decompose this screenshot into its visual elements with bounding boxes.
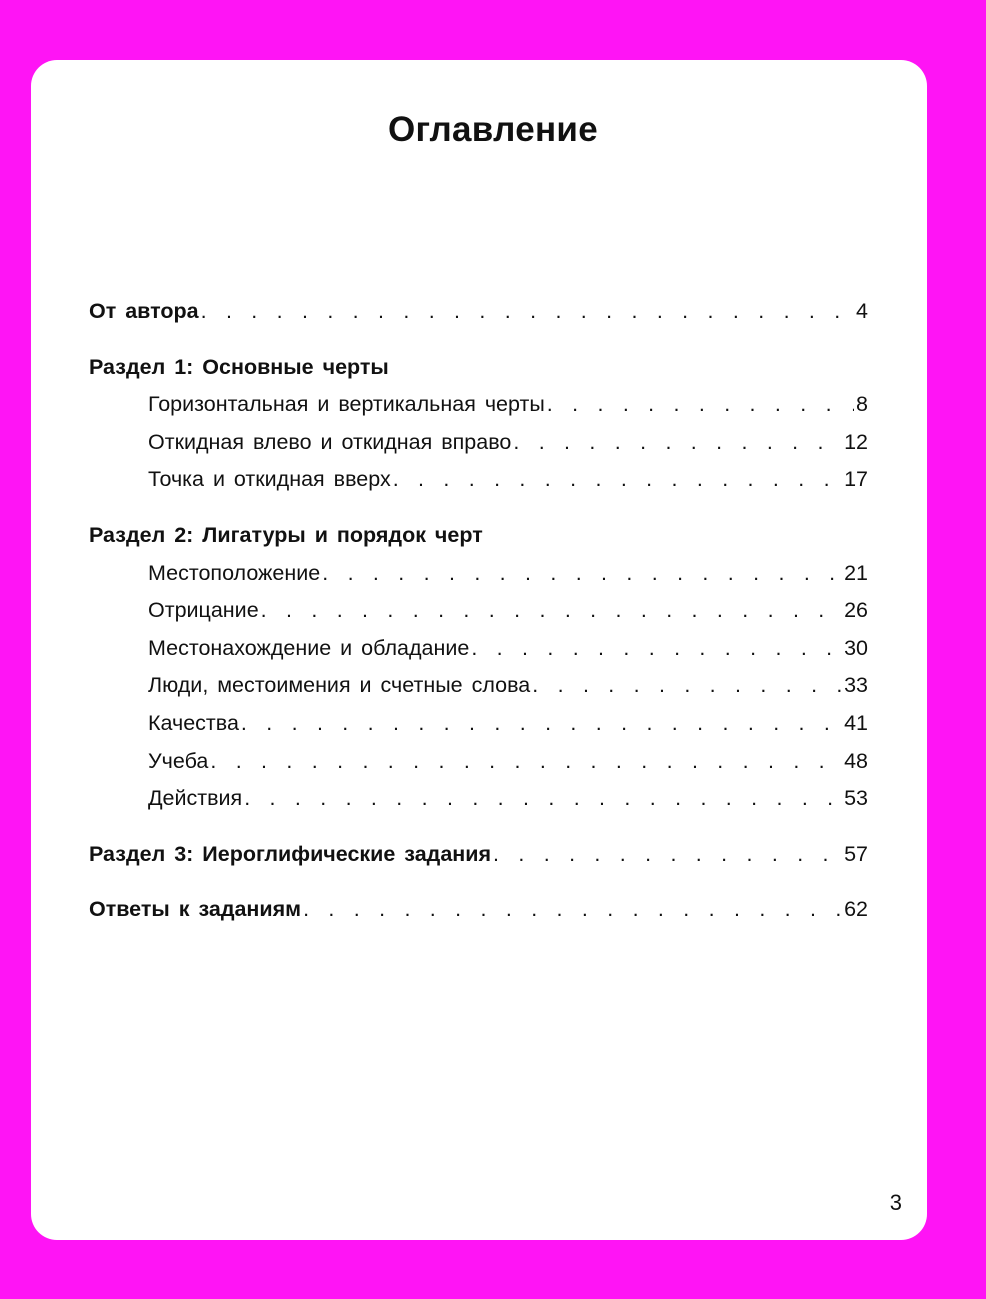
toc-entry-label: Люди, местоимения и счетные слова	[148, 673, 531, 698]
toc-entry-label: Горизонтальная и вертикальная черты	[148, 392, 545, 417]
toc-entry-page: 17	[844, 467, 868, 492]
dot-leader	[201, 293, 854, 331]
dot-leader	[532, 667, 842, 705]
toc-entry-page: 12	[844, 429, 868, 454]
toc-entry-page: 26	[844, 598, 868, 623]
section-heading-label: Раздел 1: Основные черты	[89, 354, 389, 379]
dot-leader	[261, 592, 842, 630]
toc-entry-label: Учеба	[148, 748, 209, 773]
dot-leader	[210, 743, 842, 781]
toc-entry-label: Отрицание	[148, 598, 259, 623]
dot-leader	[393, 461, 842, 499]
toc-entry[interactable]	[89, 780, 868, 818]
toc-entry-section-3[interactable]	[89, 836, 868, 874]
toc-entry[interactable]	[89, 424, 868, 462]
toc-entry-page: 33	[844, 673, 868, 698]
toc-entry-page: 8	[856, 392, 868, 417]
toc-entry[interactable]	[89, 592, 868, 630]
dot-leader	[493, 836, 842, 874]
toc-entry-label: Раздел 3: Иероглифические задания	[89, 841, 492, 866]
section-heading-label: Раздел 2: Лигатуры и порядок черт	[89, 522, 483, 547]
toc-entry-page: 21	[844, 560, 868, 585]
toc-entry-label: Ответы к заданиям	[89, 897, 302, 922]
toc-entry-page: 62	[844, 897, 868, 922]
toc-entry-label: Качества	[148, 710, 239, 735]
section-2-heading	[89, 517, 868, 555]
toc-entry[interactable]	[89, 386, 868, 424]
toc-entry-page: 30	[844, 635, 868, 660]
toc-entry-author[interactable]	[89, 293, 868, 331]
toc-entry-label: Точка и откидная вверх	[148, 467, 391, 492]
dot-leader	[241, 705, 842, 743]
toc-entry[interactable]	[89, 461, 868, 499]
toc-entry[interactable]	[89, 667, 868, 705]
dot-leader	[547, 386, 854, 424]
section-1-heading	[89, 349, 868, 387]
toc-entry-label: Местоположение	[148, 560, 321, 585]
toc-entry-label: Откидная влево и откидная вправо	[148, 429, 512, 454]
toc-entry-page: 41	[844, 710, 868, 735]
toc-entry[interactable]	[89, 555, 868, 593]
toc-entry[interactable]	[89, 705, 868, 743]
toc-entry-label: Местонахождение и обладание	[148, 635, 470, 660]
toc-entry-page: 53	[844, 786, 868, 811]
toc-entry-page: 4	[856, 299, 868, 323]
page-number: 3	[889, 1190, 902, 1215]
toc-entry[interactable]	[89, 743, 868, 781]
page-title: Оглавление	[387, 110, 599, 149]
toc-entry-answers[interactable]	[89, 891, 868, 929]
dot-leader	[244, 780, 842, 818]
table-of-contents	[89, 293, 868, 929]
toc-entry-page: 48	[844, 748, 868, 773]
toc-entry-label: От автора	[89, 299, 199, 323]
dot-leader	[303, 891, 842, 929]
toc-entry[interactable]	[89, 630, 868, 668]
dot-leader	[513, 424, 842, 462]
toc-entry-page: 57	[844, 841, 868, 866]
dot-leader	[471, 630, 842, 668]
toc-entry-label: Действия	[148, 786, 243, 811]
dot-leader	[322, 555, 842, 593]
